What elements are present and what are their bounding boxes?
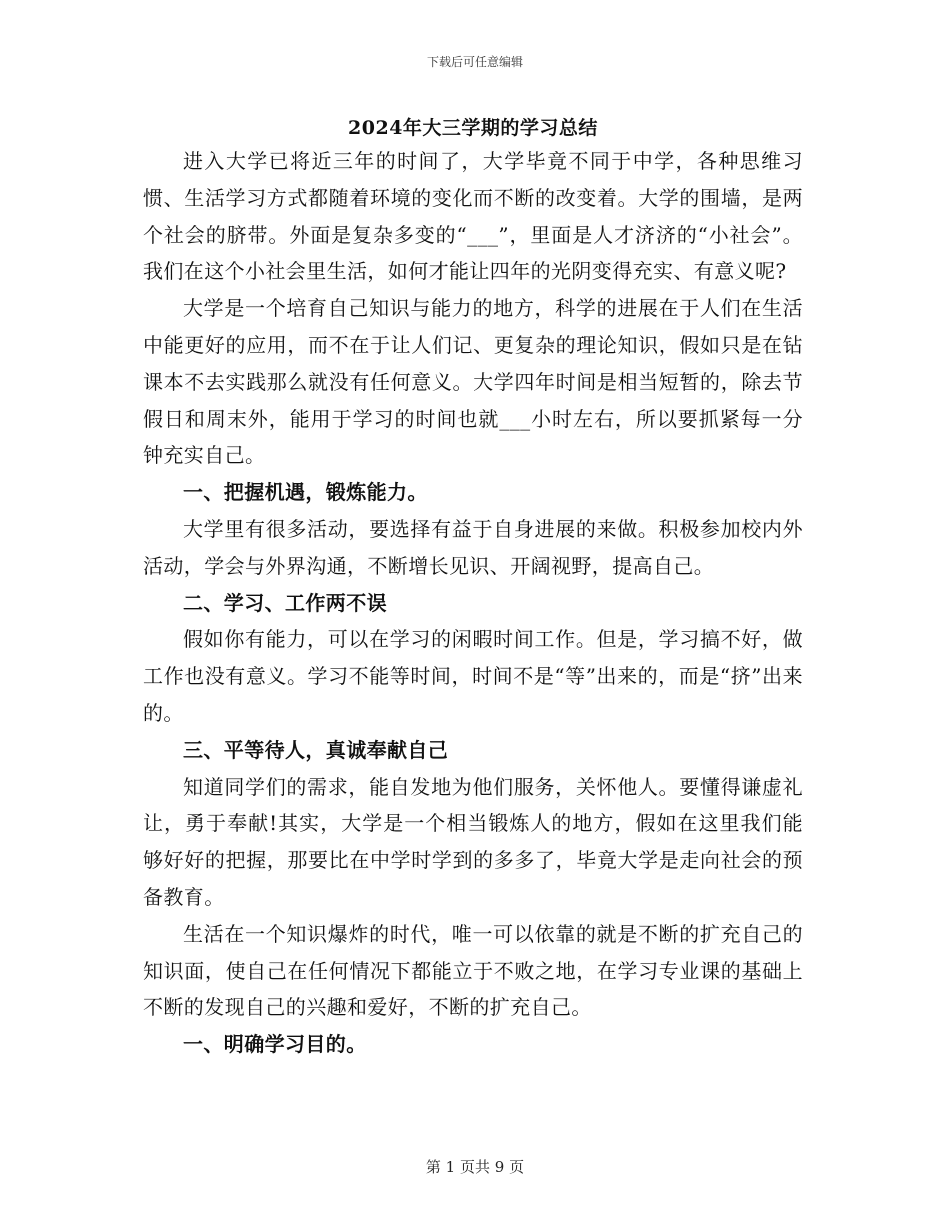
paragraph-university-purpose: 大学是一个培育自己知识与能力的地方，科学的进展在于人们在生活中能更好的应用，而不在于让人们记、更复杂的理论知识，假如只是在钻课本不去实践那么就没有任何意义。大学四年时间是相当短暂的，除去节假日和周末外，能用于学习的时间也就___小时左右，所以要抓紧每一分钟充实自己。 [143, 296, 803, 468]
document-title: 2024年大三学期的学习总结 [348, 117, 598, 139]
section-heading-study-and-work: 二、学习、工作两不误 [183, 590, 387, 615]
paragraph-study-work: 假如你有能力，可以在学习的闲暇时间工作。但是，学习搞不好，做工作也没有意义。学习不能等时间，时间不是“等”出来的，而是“挤”出来的。 [143, 627, 803, 725]
document-body [143, 113, 803, 1063]
paragraph-intro: 进入大学已将近三年的时间了，大学毕竟不同于中学，各种思维习惯、生活学习方式都随着环境的变化而不断的改变着。大学的围墙，是两个社会的脐带。外面是复杂多变的“___”，里面是人才济济的“小社会”。我们在这个小社会里生活，如何才能让四年的光阴变得充实、有意义呢? [143, 149, 803, 284]
paragraph-activities: 大学里有很多活动，要选择有益于自身进展的来做。积极参加校内外活动，学会与外界沟通，不断增长见识、开阔视野，提高自己。 [143, 516, 803, 578]
section-heading-seize-opportunity: 一、把握机遇，锻炼能力。 [183, 480, 428, 505]
page-number: 第 1 页共 9 页 [425, 1158, 525, 1176]
paragraph-serve-others: 知道同学们的需求，能自发地为他们服务，关怀他人。要懂得谦虚礼让，勇于奉献!其实，大学是一个相当锻炼人的地方，假如在这里我们能够好好的把握，那要比在中学时学到的多多了，毕竟大学是走向社会的预备教育。 [143, 774, 803, 909]
paragraph-knowledge-era: 生活在一个知识爆炸的时代，唯一可以依靠的就是不断的扩充自己的知识面，使自己在任何情况下都能立于不败之地，在学习专业课的基础上不断的发现自己的兴趣和爱好，不断的扩充自己。 [143, 921, 803, 1020]
section-heading-treat-others-equally: 三、平等待人，真诚奉献自己 [183, 737, 449, 762]
section-heading-study-goal: 一、明确学习目的。 [183, 1032, 367, 1057]
page-header-note: 下载后可任意编辑 [426, 55, 523, 69]
